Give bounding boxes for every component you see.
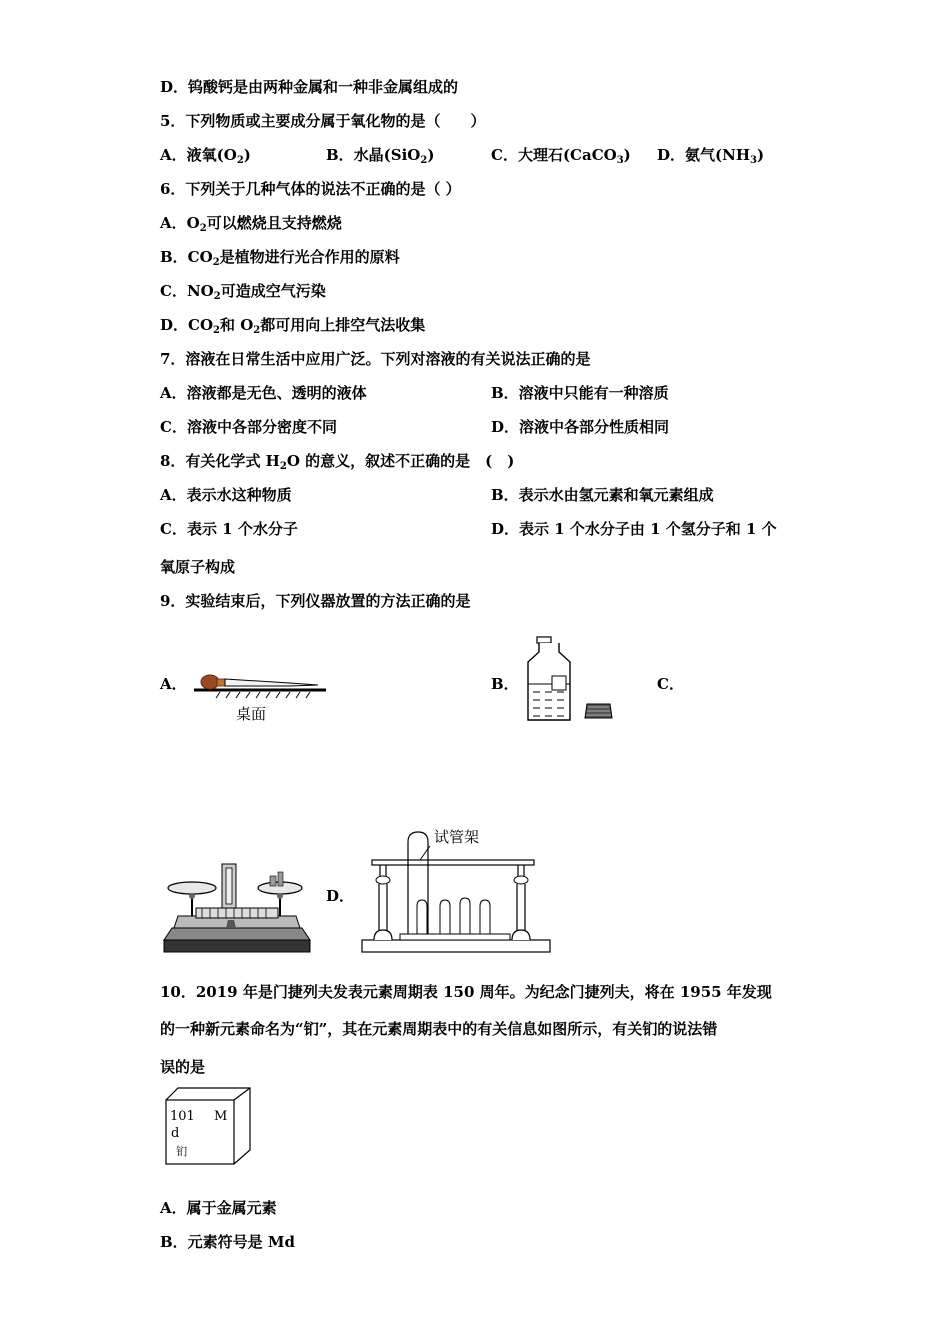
q6-stem: 6．下列关于几种气体的说法不正确的是（ ）	[160, 180, 461, 198]
q5-d-text: D．氨气(NH	[657, 146, 750, 164]
q10-option-b: B．元素符号是 Md	[160, 1233, 295, 1251]
q6-d-text: D．CO	[160, 316, 214, 334]
q5-a-end: )	[243, 146, 251, 164]
q8-option-d-continued: 氧原子构成	[160, 558, 236, 576]
q8-option-b: B．表示水由氢元素和氧元素组成	[491, 486, 714, 504]
q6-d-end: 都可用向上排空气法收集	[260, 316, 426, 334]
q8-option-a: A．表示水这种物质	[160, 486, 292, 504]
q8-stem	[160, 451, 514, 471]
dropper-on-table-figure	[190, 668, 330, 728]
q5-c-text: C．大理石(CaCO	[491, 146, 617, 164]
q7-option-b: B．溶液中只能有一种溶质	[491, 384, 669, 402]
q5-option-c	[491, 145, 631, 165]
q6-d-subscript-2: 2	[253, 325, 261, 336]
q5-c-subscript: 3	[616, 155, 624, 166]
table-caption: 桌面	[236, 705, 267, 723]
q6-option-c	[160, 281, 326, 301]
q5-stem: 5．下列物质或主要成分属于氧化物的是（ ）	[160, 112, 486, 130]
element-atomic-number: 101	[170, 1109, 195, 1124]
q6-c-end: 可造成空气污染	[220, 282, 326, 300]
q5-d-end: )	[756, 146, 765, 164]
reagent-bottle-figure	[520, 632, 620, 724]
q8-stem-text: 8．有关化学式 H	[160, 452, 280, 470]
q7-option-d: D．溶液中各部分性质相同	[491, 418, 670, 436]
q6-option-d	[160, 315, 425, 335]
q9-option-d-label: D．	[326, 887, 355, 905]
q8-stem-end: O 的意义，叙述不正确的是 ( )	[286, 452, 515, 470]
q4-option-d: D．钨酸钙是由两种金属和一种非金属组成的	[160, 78, 459, 96]
element-name: 钔	[176, 1145, 187, 1158]
q5-a-text: A．液氧(O	[160, 146, 237, 164]
element-symbol-part2: d	[171, 1126, 180, 1141]
q5-c-end: )	[623, 146, 631, 164]
q9-option-b-label: B．	[491, 675, 519, 693]
q9-option-c-label: C．	[657, 675, 684, 693]
q6-b-end: 是植物进行光合作用的原料	[219, 248, 400, 266]
q6-c-subscript: 2	[213, 291, 221, 302]
q7-option-a: A．溶液都是无色、透明的液体	[160, 384, 367, 402]
q5-d-subscript: 3	[750, 155, 757, 166]
q5-b-subscript: 2	[420, 155, 428, 166]
q8-stem-subscript: 2	[279, 461, 287, 472]
q7-stem: 7．溶液在日常生活中应用广泛。下列对溶液的有关说法正确的是	[160, 350, 591, 368]
q6-d-subscript: 2	[213, 325, 220, 336]
q6-option-a	[160, 213, 342, 233]
q8-option-d: D．表示 1 个水分子由 1 个氢分子和 1 个	[491, 520, 777, 538]
q5-option-b	[326, 145, 434, 165]
q7-option-c: C．溶液中各部分密度不同	[160, 418, 337, 436]
q6-a-subscript: 2	[199, 223, 207, 234]
q9-option-a-label: A．	[160, 675, 187, 693]
q5-b-text: B．水晶(SiO	[326, 146, 421, 164]
q9-stem: 9．实验结束后，下列仪器放置的方法正确的是	[160, 592, 471, 610]
test-tube-rack-figure	[360, 824, 555, 956]
q6-b-subscript: 2	[212, 257, 220, 268]
q5-option-d	[657, 145, 764, 165]
q6-c-text: C．NO	[160, 282, 214, 300]
q6-a-end: 可以燃烧且支持燃烧	[206, 214, 342, 232]
q10-stem-line-3: 误的是	[160, 1058, 206, 1076]
balance-scale-figure	[162, 860, 312, 956]
q5-b-end: )	[427, 146, 435, 164]
q6-a-text: A．O	[160, 214, 200, 232]
q6-b-text: B．CO	[160, 248, 213, 266]
rack-caption: 试管架	[434, 828, 480, 846]
q10-stem-line-1: 10．2019 年是门捷列夫发表元素周期表 150 周年。为纪念门捷列夫，将在 1955 年发现	[160, 983, 772, 1001]
element-symbol-part1: M	[214, 1109, 228, 1124]
q8-option-c: C．表示 1 个水分子	[160, 520, 298, 538]
q5-a-subscript: 2	[236, 155, 244, 166]
q10-option-a: A．属于金属元素	[160, 1199, 277, 1217]
q10-stem-line-2: 的一种新元素命名为“钔”，其在元素周期表中的有关信息如图所示，有关钔的说法错	[160, 1020, 718, 1038]
element-cell-figure	[164, 1086, 252, 1168]
q6-option-b	[160, 247, 400, 267]
q5-option-a	[160, 145, 251, 165]
q6-d-mid: 和 O	[219, 316, 254, 334]
